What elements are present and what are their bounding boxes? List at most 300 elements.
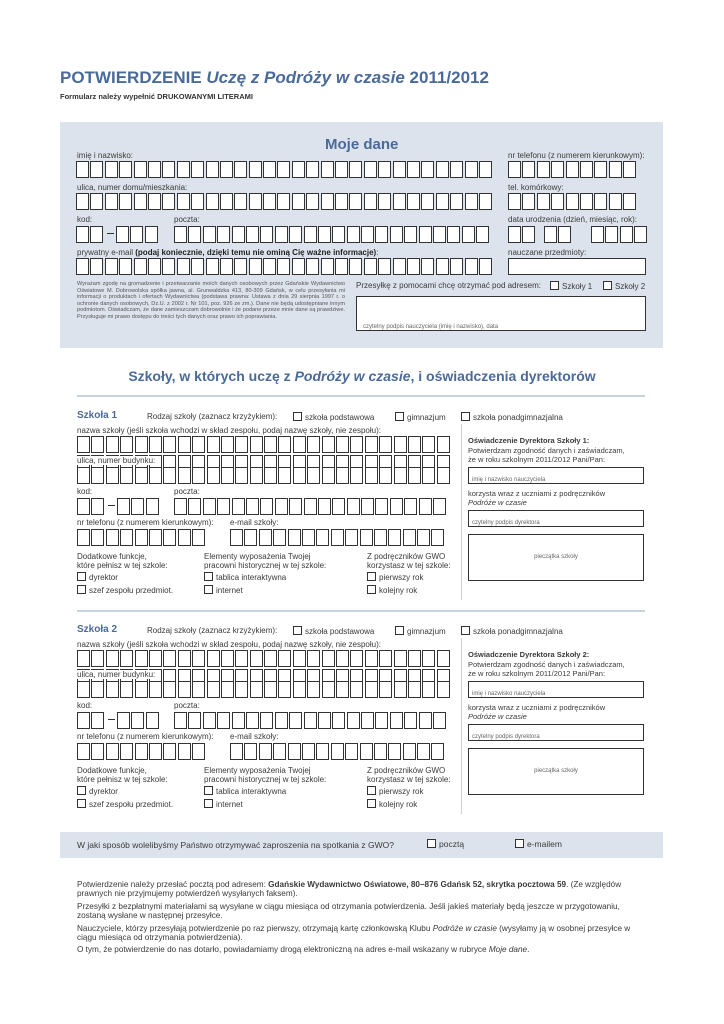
email-input[interactable] <box>76 258 493 275</box>
letter-cell[interactable] <box>163 650 176 667</box>
books-next-year[interactable] <box>367 585 417 595</box>
letter-cell[interactable] <box>594 161 607 178</box>
letter-cell[interactable] <box>145 226 158 243</box>
equipment-internet[interactable] <box>204 585 243 595</box>
letter-cell[interactable] <box>178 743 191 760</box>
letter-cell[interactable] <box>163 681 176 698</box>
letter-cell[interactable] <box>234 258 247 275</box>
school-street-input[interactable] <box>77 467 451 484</box>
letter-cell[interactable] <box>307 436 320 453</box>
letter-cell[interactable] <box>421 193 434 210</box>
checkbox-icon[interactable] <box>367 786 376 795</box>
letter-cell[interactable] <box>304 712 317 729</box>
letter-cell[interactable] <box>544 226 557 243</box>
teacher-name-field[interactable] <box>468 681 644 698</box>
letter-cell[interactable] <box>120 681 133 698</box>
letter-cell[interactable] <box>120 436 133 453</box>
letter-cell[interactable] <box>178 529 191 546</box>
letter-cell[interactable] <box>120 467 133 484</box>
letter-cell[interactable] <box>234 161 247 178</box>
letter-cell[interactable] <box>91 498 104 515</box>
letter-cell[interactable] <box>289 226 302 243</box>
checkbox-icon[interactable] <box>367 799 376 808</box>
letter-cell[interactable] <box>162 258 175 275</box>
letter-cell[interactable] <box>91 467 104 484</box>
letter-cell[interactable] <box>620 226 633 243</box>
letter-cell[interactable] <box>302 529 315 546</box>
postcode-part1-input[interactable] <box>76 226 105 243</box>
letter-cell[interactable] <box>76 161 89 178</box>
letter-cell[interactable] <box>207 650 220 667</box>
letter-cell[interactable] <box>163 467 176 484</box>
letter-cell[interactable] <box>91 681 104 698</box>
letter-cell[interactable] <box>149 436 162 453</box>
letter-cell[interactable] <box>349 161 362 178</box>
letter-cell[interactable] <box>91 743 104 760</box>
letter-cell[interactable] <box>234 193 247 210</box>
letter-cell[interactable] <box>566 161 579 178</box>
letter-cell[interactable] <box>450 161 463 178</box>
letter-cell[interactable] <box>230 529 243 546</box>
letter-cell[interactable] <box>163 436 176 453</box>
teacher-name-field[interactable] <box>468 467 644 484</box>
letter-cell[interactable] <box>558 226 571 243</box>
letter-cell[interactable] <box>388 743 401 760</box>
letter-cell[interactable] <box>566 193 579 210</box>
letter-cell[interactable] <box>259 529 272 546</box>
letter-cell[interactable] <box>235 681 248 698</box>
equipment-internet[interactable] <box>204 799 243 809</box>
school-stamp-field[interactable] <box>468 534 644 581</box>
letter-cell[interactable] <box>403 529 416 546</box>
letter-cell[interactable] <box>174 712 187 729</box>
letter-cell[interactable] <box>522 193 535 210</box>
letter-cell[interactable] <box>479 193 492 210</box>
letter-cell[interactable] <box>336 436 349 453</box>
letter-cell[interactable] <box>522 226 535 243</box>
letter-cell[interactable] <box>76 193 89 210</box>
letter-cell[interactable] <box>436 258 449 275</box>
letter-cell[interactable] <box>537 161 550 178</box>
post-input[interactable] <box>174 226 491 243</box>
subjects-input[interactable] <box>508 258 646 275</box>
letter-cell[interactable] <box>149 467 162 484</box>
letter-cell[interactable] <box>316 529 329 546</box>
letter-cell[interactable] <box>131 498 144 515</box>
letter-cell[interactable] <box>322 436 335 453</box>
letter-cell[interactable] <box>106 467 119 484</box>
dob-day-input[interactable] <box>508 226 537 243</box>
letter-cell[interactable] <box>293 681 306 698</box>
letter-cell[interactable] <box>206 161 219 178</box>
checkbox-icon[interactable] <box>204 799 213 808</box>
letter-cell[interactable] <box>174 498 187 515</box>
letter-cell[interactable] <box>116 226 129 243</box>
letter-cell[interactable] <box>249 258 262 275</box>
letter-cell[interactable] <box>148 161 161 178</box>
checkbox-icon[interactable] <box>204 786 213 795</box>
letter-cell[interactable] <box>149 743 162 760</box>
letter-cell[interactable] <box>591 226 604 243</box>
letter-cell[interactable] <box>135 681 148 698</box>
letter-cell[interactable] <box>332 712 345 729</box>
checkbox-icon[interactable] <box>395 626 404 635</box>
letter-cell[interactable] <box>235 650 248 667</box>
letter-cell[interactable] <box>232 498 245 515</box>
checkbox-icon[interactable] <box>603 281 612 290</box>
letter-cell[interactable] <box>361 226 374 243</box>
letter-cell[interactable] <box>207 681 220 698</box>
letter-cell[interactable] <box>134 193 147 210</box>
letter-cell[interactable] <box>131 712 144 729</box>
letter-cell[interactable] <box>275 226 288 243</box>
checkbox-icon[interactable] <box>427 839 436 848</box>
letter-cell[interactable] <box>605 226 618 243</box>
letter-cell[interactable] <box>130 226 143 243</box>
letter-cell[interactable] <box>407 258 420 275</box>
letter-cell[interactable] <box>90 161 103 178</box>
letter-cell[interactable] <box>335 258 348 275</box>
letter-cell[interactable] <box>260 498 273 515</box>
letter-cell[interactable] <box>335 193 348 210</box>
letter-cell[interactable] <box>278 436 291 453</box>
letter-cell[interactable] <box>375 712 388 729</box>
letter-cell[interactable] <box>162 193 175 210</box>
letter-cell[interactable] <box>537 193 550 210</box>
checkbox-icon[interactable] <box>550 281 559 290</box>
letter-cell[interactable] <box>232 712 245 729</box>
letter-cell[interactable] <box>419 498 432 515</box>
letter-cell[interactable] <box>623 161 636 178</box>
letter-cell[interactable] <box>246 226 259 243</box>
checkbox-icon[interactable] <box>77 572 86 581</box>
letter-cell[interactable] <box>289 498 302 515</box>
letter-cell[interactable] <box>264 467 277 484</box>
letter-cell[interactable] <box>422 436 435 453</box>
letter-cell[interactable] <box>120 529 133 546</box>
checkbox-icon[interactable] <box>367 585 376 594</box>
letter-cell[interactable] <box>250 436 263 453</box>
letter-cell[interactable] <box>322 650 335 667</box>
letter-cell[interactable] <box>192 436 205 453</box>
letter-cell[interactable] <box>332 226 345 243</box>
letter-cell[interactable] <box>174 226 187 243</box>
letter-cell[interactable] <box>318 498 331 515</box>
letter-cell[interactable] <box>177 193 190 210</box>
letter-cell[interactable] <box>178 650 191 667</box>
letter-cell[interactable] <box>163 743 176 760</box>
phone-input[interactable] <box>508 161 638 178</box>
letter-cell[interactable] <box>192 529 205 546</box>
function-director[interactable] <box>77 572 118 582</box>
school-postcode-part1[interactable] <box>77 498 106 515</box>
letter-cell[interactable] <box>336 681 349 698</box>
letter-cell[interactable] <box>419 226 432 243</box>
school-stamp-field[interactable] <box>468 748 644 795</box>
letter-cell[interactable] <box>465 193 478 210</box>
letter-cell[interactable] <box>374 529 387 546</box>
letter-cell[interactable] <box>390 226 403 243</box>
letter-cell[interactable] <box>365 467 378 484</box>
letter-cell[interactable] <box>263 258 276 275</box>
letter-cell[interactable] <box>433 498 446 515</box>
letter-cell[interactable] <box>146 498 159 515</box>
letter-cell[interactable] <box>422 681 435 698</box>
letter-cell[interactable] <box>149 681 162 698</box>
school-street-input[interactable] <box>77 681 451 698</box>
letter-cell[interactable] <box>634 226 647 243</box>
letter-cell[interactable] <box>191 193 204 210</box>
letter-cell[interactable] <box>264 681 277 698</box>
letter-cell[interactable] <box>436 161 449 178</box>
letter-cell[interactable] <box>388 529 401 546</box>
letter-cell[interactable] <box>293 467 306 484</box>
letter-cell[interactable] <box>106 681 119 698</box>
letter-cell[interactable] <box>263 193 276 210</box>
checkbox-icon[interactable] <box>77 786 86 795</box>
checkbox-icon[interactable] <box>204 585 213 594</box>
letter-cell[interactable] <box>146 712 159 729</box>
letter-cell[interactable] <box>551 193 564 210</box>
school-email-input[interactable] <box>230 529 446 546</box>
letter-cell[interactable] <box>134 258 147 275</box>
letter-cell[interactable] <box>106 436 119 453</box>
books-next-year[interactable] <box>367 799 417 809</box>
letter-cell[interactable] <box>364 258 377 275</box>
letter-cell[interactable] <box>277 193 290 210</box>
letter-cell[interactable] <box>106 529 119 546</box>
letter-cell[interactable] <box>288 743 301 760</box>
letter-cell[interactable] <box>278 467 291 484</box>
checkbox-icon[interactable] <box>461 412 470 421</box>
letter-cell[interactable] <box>417 743 430 760</box>
letter-cell[interactable] <box>407 193 420 210</box>
letter-cell[interactable] <box>217 712 230 729</box>
letter-cell[interactable] <box>508 226 521 243</box>
letter-cell[interactable] <box>260 712 273 729</box>
function-team-lead[interactable] <box>77 585 173 595</box>
letter-cell[interactable] <box>105 258 118 275</box>
letter-cell[interactable] <box>349 258 362 275</box>
letter-cell[interactable] <box>336 467 349 484</box>
letter-cell[interactable] <box>105 161 118 178</box>
letter-cell[interactable] <box>447 226 460 243</box>
letter-cell[interactable] <box>365 681 378 698</box>
letter-cell[interactable] <box>235 467 248 484</box>
letter-cell[interactable] <box>378 193 391 210</box>
letter-cell[interactable] <box>394 650 407 667</box>
school-type-primary[interactable] <box>293 412 374 422</box>
letter-cell[interactable] <box>390 498 403 515</box>
letter-cell[interactable] <box>191 258 204 275</box>
letter-cell[interactable] <box>306 258 319 275</box>
letter-cell[interactable] <box>203 226 216 243</box>
parcel-option-school2[interactable] <box>603 281 645 291</box>
letter-cell[interactable] <box>379 436 392 453</box>
letter-cell[interactable] <box>431 743 444 760</box>
letter-cell[interactable] <box>374 743 387 760</box>
letter-cell[interactable] <box>148 193 161 210</box>
letter-cell[interactable] <box>188 712 201 729</box>
letter-cell[interactable] <box>249 193 262 210</box>
checkbox-icon[interactable] <box>515 839 524 848</box>
letter-cell[interactable] <box>609 193 622 210</box>
letter-cell[interactable] <box>278 650 291 667</box>
school-type-primary[interactable] <box>293 626 374 636</box>
letter-cell[interactable] <box>232 226 245 243</box>
letter-cell[interactable] <box>390 712 403 729</box>
letter-cell[interactable] <box>77 650 90 667</box>
letter-cell[interactable] <box>120 743 133 760</box>
letter-cell[interactable] <box>364 193 377 210</box>
letter-cell[interactable] <box>134 161 147 178</box>
letter-cell[interactable] <box>135 467 148 484</box>
letter-cell[interactable] <box>404 712 417 729</box>
letter-cell[interactable] <box>162 161 175 178</box>
letter-cell[interactable] <box>106 743 119 760</box>
letter-cell[interactable] <box>347 226 360 243</box>
checkbox-icon[interactable] <box>461 626 470 635</box>
letter-cell[interactable] <box>90 226 103 243</box>
letter-cell[interactable] <box>594 193 607 210</box>
letter-cell[interactable] <box>365 436 378 453</box>
letter-cell[interactable] <box>91 529 104 546</box>
letter-cell[interactable] <box>350 681 363 698</box>
letter-cell[interactable] <box>462 226 475 243</box>
letter-cell[interactable] <box>244 743 257 760</box>
letter-cell[interactable] <box>275 498 288 515</box>
letter-cell[interactable] <box>322 681 335 698</box>
letter-cell[interactable] <box>350 467 363 484</box>
letter-cell[interactable] <box>163 529 176 546</box>
letter-cell[interactable] <box>263 161 276 178</box>
letter-cell[interactable] <box>306 193 319 210</box>
letter-cell[interactable] <box>106 650 119 667</box>
letter-cell[interactable] <box>105 193 118 210</box>
letter-cell[interactable] <box>91 436 104 453</box>
letter-cell[interactable] <box>403 743 416 760</box>
letter-cell[interactable] <box>206 193 219 210</box>
letter-cell[interactable] <box>332 498 345 515</box>
letter-cell[interactable] <box>404 226 417 243</box>
school-name-input[interactable] <box>77 436 451 453</box>
letter-cell[interactable] <box>450 193 463 210</box>
letter-cell[interactable] <box>304 226 317 243</box>
letter-cell[interactable] <box>206 258 219 275</box>
letter-cell[interactable] <box>117 498 130 515</box>
letter-cell[interactable] <box>289 712 302 729</box>
letter-cell[interactable] <box>302 743 315 760</box>
letter-cell[interactable] <box>188 498 201 515</box>
letter-cell[interactable] <box>260 226 273 243</box>
letter-cell[interactable] <box>77 529 90 546</box>
letter-cell[interactable] <box>192 650 205 667</box>
letter-cell[interactable] <box>365 650 378 667</box>
letter-cell[interactable] <box>465 258 478 275</box>
checkbox-icon[interactable] <box>395 412 404 421</box>
letter-cell[interactable] <box>307 650 320 667</box>
letter-cell[interactable] <box>207 467 220 484</box>
letter-cell[interactable] <box>277 258 290 275</box>
letter-cell[interactable] <box>178 436 191 453</box>
letter-cell[interactable] <box>77 743 90 760</box>
letter-cell[interactable] <box>421 161 434 178</box>
letter-cell[interactable] <box>321 258 334 275</box>
letter-cell[interactable] <box>77 436 90 453</box>
parcel-option-school1[interactable] <box>550 281 592 291</box>
letter-cell[interactable] <box>623 193 636 210</box>
letter-cell[interactable] <box>249 161 262 178</box>
letter-cell[interactable] <box>580 161 593 178</box>
letter-cell[interactable] <box>177 161 190 178</box>
letter-cell[interactable] <box>250 681 263 698</box>
letter-cell[interactable] <box>307 681 320 698</box>
letter-cell[interactable] <box>207 436 220 453</box>
equipment-whiteboard[interactable] <box>204 572 286 582</box>
school-phone-input[interactable] <box>77 529 207 546</box>
checkbox-icon[interactable] <box>367 572 376 581</box>
letter-cell[interactable] <box>90 193 103 210</box>
school-post-input[interactable] <box>174 712 447 729</box>
school-postcode-part2[interactable] <box>117 712 160 729</box>
function-team-lead[interactable] <box>77 799 173 809</box>
letter-cell[interactable] <box>408 436 421 453</box>
letter-cell[interactable] <box>307 467 320 484</box>
dob-month-input[interactable] <box>544 226 573 243</box>
letter-cell[interactable] <box>203 712 216 729</box>
letter-cell[interactable] <box>335 161 348 178</box>
teacher-signature-field[interactable] <box>356 296 646 331</box>
school-postcode-part2[interactable] <box>117 498 160 515</box>
checkbox-icon[interactable] <box>77 799 86 808</box>
letter-cell[interactable] <box>431 529 444 546</box>
letter-cell[interactable] <box>551 161 564 178</box>
invite-option-email[interactable] <box>515 839 562 849</box>
letter-cell[interactable] <box>306 161 319 178</box>
letter-cell[interactable] <box>250 467 263 484</box>
letter-cell[interactable] <box>394 681 407 698</box>
letter-cell[interactable] <box>360 529 373 546</box>
letter-cell[interactable] <box>191 161 204 178</box>
letter-cell[interactable] <box>221 467 234 484</box>
letter-cell[interactable] <box>408 650 421 667</box>
letter-cell[interactable] <box>117 712 130 729</box>
letter-cell[interactable] <box>119 193 132 210</box>
letter-cell[interactable] <box>421 258 434 275</box>
letter-cell[interactable] <box>345 529 358 546</box>
letter-cell[interactable] <box>77 712 90 729</box>
letter-cell[interactable] <box>349 193 362 210</box>
letter-cell[interactable] <box>273 529 286 546</box>
letter-cell[interactable] <box>479 161 492 178</box>
director-signature-field[interactable] <box>468 724 644 741</box>
letter-cell[interactable] <box>404 498 417 515</box>
school-type-gymnasium[interactable] <box>395 626 446 636</box>
letter-cell[interactable] <box>318 226 331 243</box>
letter-cell[interactable] <box>259 743 272 760</box>
letter-cell[interactable] <box>360 743 373 760</box>
postcode-part2-input[interactable] <box>116 226 159 243</box>
letter-cell[interactable] <box>91 712 104 729</box>
letter-cell[interactable] <box>508 161 521 178</box>
letter-cell[interactable] <box>580 193 593 210</box>
letter-cell[interactable] <box>192 467 205 484</box>
letter-cell[interactable] <box>375 498 388 515</box>
letter-cell[interactable] <box>437 681 450 698</box>
school-email-input[interactable] <box>230 743 446 760</box>
letter-cell[interactable] <box>437 436 450 453</box>
letter-cell[interactable] <box>220 258 233 275</box>
